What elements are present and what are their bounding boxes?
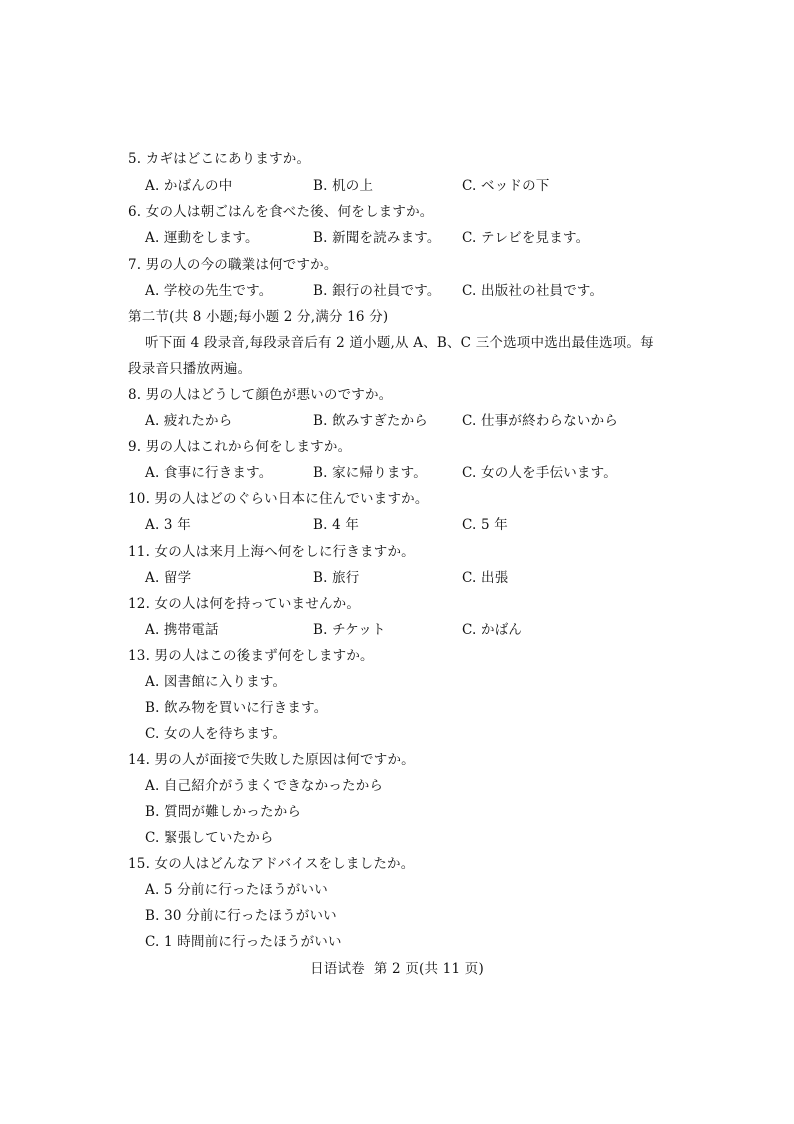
question-10-option-a: A. 3 年 bbox=[145, 517, 191, 533]
question-6-stem: 6. 女の人は朝ごはんを食べた後、何をしますか。 bbox=[128, 204, 434, 220]
question-10-option-c: C. 5 年 bbox=[462, 517, 509, 533]
question-8-option-c: C. 仕事が終わらないから bbox=[462, 413, 619, 429]
question-11-option-a: A. 留学 bbox=[145, 570, 192, 586]
question-12-option-a: A. 携帯電話 bbox=[145, 622, 219, 638]
section-instruction-line-2: 段录音只播放两遍。 bbox=[128, 361, 252, 377]
question-14-option-b: B. 質問が難しかったから bbox=[145, 804, 302, 820]
question-14-option-c: C. 緊張していたから bbox=[145, 830, 274, 846]
question-9-stem: 9. 男の人はこれから何をしますか。 bbox=[128, 439, 352, 455]
question-7-option-b: B. 銀行の社員です。 bbox=[313, 283, 441, 299]
question-13-option-a: A. 図書館に入ります。 bbox=[145, 674, 287, 690]
question-11-option-b: B. 旅行 bbox=[313, 570, 360, 586]
question-14-option-a: A. 自己紹介がうまくできなかったから bbox=[145, 778, 384, 794]
question-6-option-c: C. テレビを見ます。 bbox=[462, 230, 590, 246]
question-5-option-c: C. ベッドの下 bbox=[462, 178, 550, 194]
question-9-option-c: C. 女の人を手伝います。 bbox=[462, 465, 617, 481]
question-15-stem: 15. 女の人はどんなアドバイスをしましたか。 bbox=[128, 856, 415, 872]
question-5-option-b: B. 机の上 bbox=[313, 178, 374, 194]
question-9-option-a: A. 食事に行きます。 bbox=[145, 465, 273, 481]
question-7-option-c: C. 出版社の社員です。 bbox=[462, 283, 604, 299]
question-8-option-a: A. 疲れたから bbox=[145, 413, 233, 429]
page-footer: 日语试卷 第 2 页(共 11 页) bbox=[310, 961, 484, 977]
question-10-option-b: B. 4 年 bbox=[313, 517, 360, 533]
question-14-stem: 14. 男の人が面接で失敗した原因は何ですか。 bbox=[128, 752, 415, 768]
question-7-option-a: A. 学校の先生です。 bbox=[145, 283, 273, 299]
question-13-option-b: B. 飲み物を買いに行きます。 bbox=[145, 700, 328, 716]
question-5-option-a: A. かばんの中 bbox=[145, 178, 233, 194]
question-8-option-b: B. 飲みすぎたから bbox=[313, 413, 429, 429]
question-15-option-a: A. 5 分前に行ったほうがいい bbox=[145, 882, 328, 898]
question-15-option-b: B. 30 分前に行ったほうがいい bbox=[145, 908, 337, 924]
question-12-option-b: B. チケット bbox=[313, 622, 386, 638]
question-11-stem: 11. 女の人は来月上海へ何をしに行きますか。 bbox=[128, 544, 415, 560]
question-11-option-c: C. 出張 bbox=[462, 570, 509, 586]
question-9-option-b: B. 家に帰ります。 bbox=[313, 465, 427, 481]
question-5-stem: 5. カギはどこにありますか。 bbox=[128, 151, 311, 167]
question-6-option-a: A. 運動をします。 bbox=[145, 230, 259, 246]
question-13-stem: 13. 男の人はこの後まず何をしますか。 bbox=[128, 648, 374, 664]
question-15-option-c: C. 1 時間前に行ったほうがいい bbox=[145, 934, 342, 950]
question-8-stem: 8. 男の人はどうして顔色が悪いのですか。 bbox=[128, 387, 393, 403]
question-7-stem: 7. 男の人の今の職業は何ですか。 bbox=[128, 257, 338, 273]
question-12-option-c: C. かばん bbox=[462, 622, 523, 638]
section-instruction-line-1: 听下面 4 段录音,每段录音后有 2 道小题,从 A、B、C 三个选项中选出最佳选项。每 bbox=[145, 335, 654, 351]
question-12-stem: 12. 女の人は何を持っていませんか。 bbox=[128, 596, 361, 612]
question-10-stem: 10. 男の人はどのぐらい日本に住んでいますか。 bbox=[128, 491, 429, 507]
section-heading: 第二节(共 8 小题;每小题 2 分,满分 16 分) bbox=[128, 309, 389, 325]
question-13-option-c: C. 女の人を待ちます。 bbox=[145, 726, 287, 742]
question-6-option-b: B. 新聞を読みます。 bbox=[313, 230, 441, 246]
